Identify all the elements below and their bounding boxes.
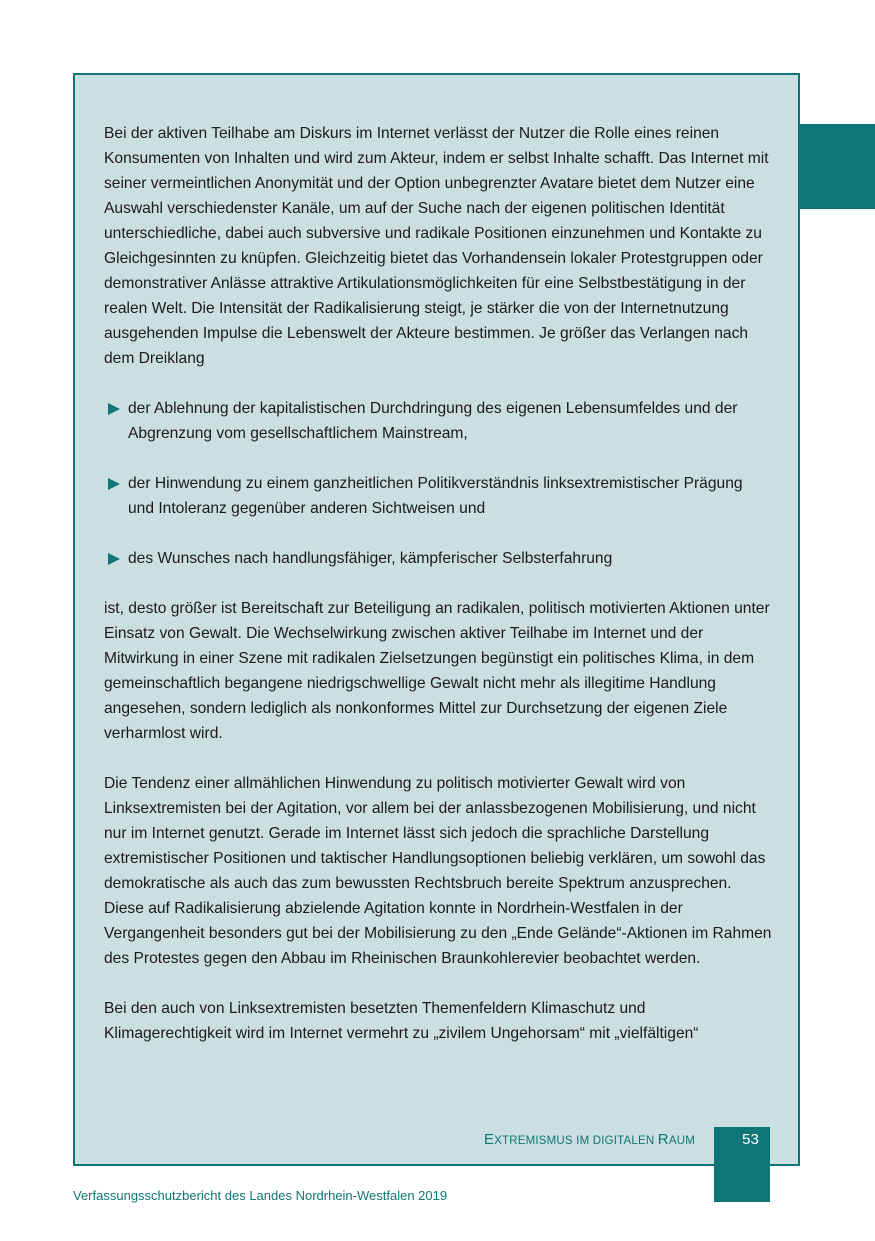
bullet-list xyxy=(104,396,772,571)
bullet-item-3 xyxy=(104,546,772,571)
section-title-initial-r: R xyxy=(657,1131,669,1148)
paragraph-3: Die Tendenz einer allmählichen Hinwendung zu politisch motivierter Gewalt wird von Linksextremisten bei der Agitation, vor allem bei der anlassbezogenen Mobilisierung, und nicht nur im Internet genutzt. Gerade im Internet lässt sich jedoch die sprachliche Darstellung extremistischer Positionen und taktischer Handlungsoptionen beliebig verklären, um sowohl das demokratische als auch das zum bewussten Rechtsbruch bereite Spektrum anzusprechen. Diese auf Radikalisierung abzielende Agitation konnte in Nordrhein-Westfalen in der Vergangenheit besonders gut bei der Mobilisierung zu den „Ende Gelände“-Aktionen im Rahmen des Protestes gegen den Abbau im Rheinischen Braunkohlerevier beobachtet werden. xyxy=(104,775,772,967)
bullet-item-1 xyxy=(104,396,772,446)
report-caption: Verfassungsschutzbericht des Landes Nordrhein-Westfalen 2019 xyxy=(73,1188,448,1203)
paragraph-2: ist, desto größer ist Bereitschaft zur Beteiligung an radikalen, politisch motivierten Aktionen unter Einsatz von Gewalt. Die Wechselwirkung zwischen aktiver Teilhabe im Internet und der Mitwirkung in einer Szene mit radikalen Zielsetzungen begünstigt ein politisches Klima, in dem gemeinschaftlich begangene niedrigschwellige Gewalt nicht mehr als illegitime Handlung angesehen, sondern lediglich als nonkonformes Mittel zur Durchsetzung der eigenen Ziele verharmlost wird. xyxy=(104,600,770,742)
section-title-end: AUM xyxy=(668,1135,695,1147)
paragraph-1: Bei der aktiven Teilhabe am Diskurs im Internet verlässt der Nutzer die Rolle eines reinen Konsumenten von Inhalten und wird zum Akteur, indem er selbst Inhalte schafft. Das Internet mit seiner vermeintlichen Anonymität und der Option unbegrenzter Avatare bietet dem Nutzer eine Auswahl verschiedenster Kanäle, um auf der Suche nach der eigenen politischen Identität unterschiedliche, dabei auch subversive und radikale Positionen einzunehmen und Kontakte zu Gleichgesinnten zu knüpfen. Gleichzeitig bietet das Vorhandensein lokaler Protestgruppen oder demonstrativer Anlässe attraktive Artikulationsmöglichkeiten für eine Selbstbestätigung in der realen Welt. Die Intensität der Radikalisierung steigt, je stärker die von der Internetnutzung ausgehenden Impulse die Lebenswelt der Akteure bestimmen. Je größer das Verlangen nach dem Dreiklang xyxy=(104,125,769,367)
triangle-arrow-icon xyxy=(108,553,120,565)
section-title-initial-e: E xyxy=(483,1131,495,1148)
chapter-tab xyxy=(798,124,875,209)
bullet-text-2: der Hinwendung zu einem ganzheitlichen Politikverständnis linksextremistischer Prägung und Intoleranz gegenüber anderen Sichtweisen und xyxy=(128,475,743,517)
bullet-text-1: der Ablehnung der kapitalistischen Durchdringung des eigenen Lebensumfeldes und der Abgrenzung vom gesellschaftlichem Mainstream, xyxy=(128,400,738,442)
section-title xyxy=(484,1131,695,1148)
triangle-arrow-icon xyxy=(108,478,120,490)
page-number: 53 xyxy=(742,1131,759,1148)
triangle-arrow-icon xyxy=(108,403,120,415)
bullet-item-2 xyxy=(104,471,772,521)
bullet-text-3: des Wunsches nach handlungsfähiger, kämpferischer Selbsterfahrung xyxy=(128,550,613,567)
section-title-middle: XTREMISMUS IM DIGITALEN xyxy=(494,1135,658,1147)
box-content xyxy=(104,121,772,1046)
paragraph-4: Bei den auch von Linksextremisten besetzten Themenfeldern Klimaschutz und Klimagerechtigkeit wird im Internet vermehrt zu „zivilem Ungehorsam“ mit „vielfältigen“ xyxy=(104,1000,699,1042)
